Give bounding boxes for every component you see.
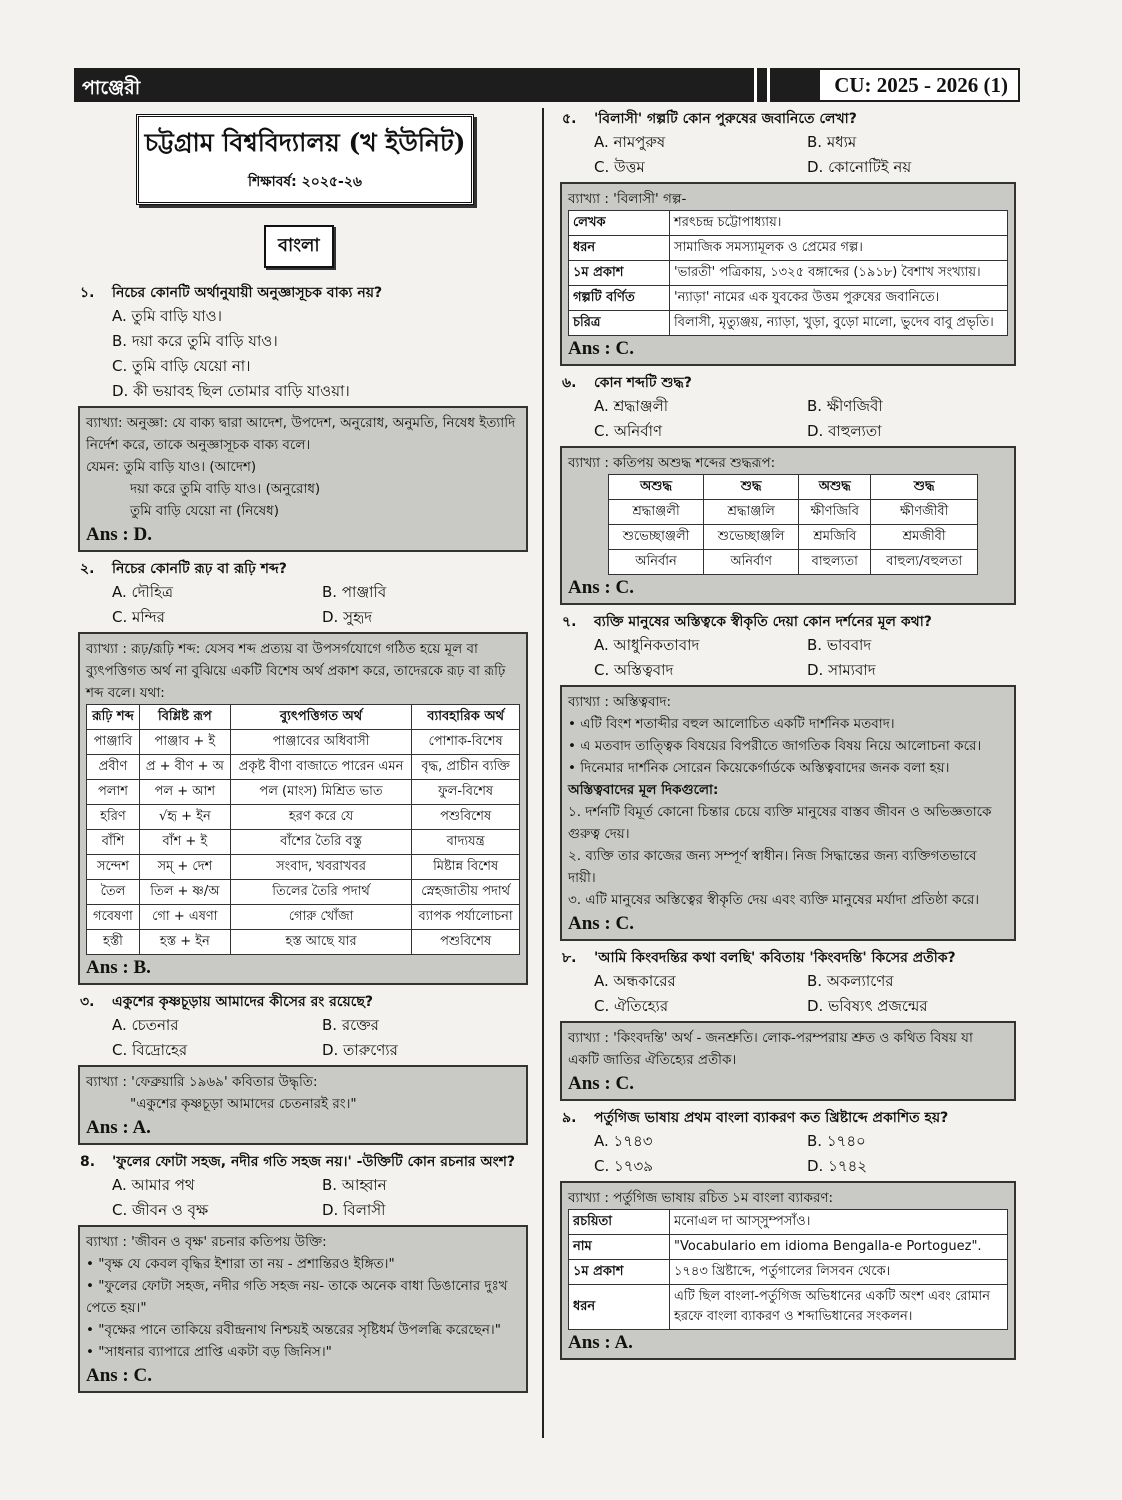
table-row — [569, 1235, 1008, 1260]
table-row — [569, 1285, 1008, 1330]
explanation-box — [560, 182, 1016, 366]
spelling-table — [608, 474, 978, 575]
answer-label: Ans : D. — [86, 524, 152, 545]
table-cell: 'ভারতী' পত্রিকায়, ১৩২৫ বঙ্গাব্দের (১৯১৮) বৈশাখ সংখ্যায়। — [670, 261, 1008, 286]
table-cell: শ্রমজিবি — [799, 525, 871, 550]
table-header: রূঢ়ি শব্দ — [87, 705, 140, 730]
table-cell: সন্দেশ — [87, 855, 140, 880]
rudhi-word-table — [86, 704, 520, 955]
table-cell: সংবাদ, খবরাখবর — [230, 855, 411, 880]
table-cell: বাহুল্য/বহুলতা — [871, 550, 978, 575]
question-number: ৩. — [80, 994, 95, 1010]
option-d: D. ১৭৪২ — [807, 1157, 868, 1175]
question-text: নিচের কোনটি রূঢ় বা রূঢ়ি শব্দ? — [112, 561, 287, 577]
option-b: B. ভাববাদ — [807, 636, 872, 654]
question-text: 'বিলাসী' গল্পটি কোন পুরুষের জবানিতে লেখা? — [594, 111, 857, 127]
table-cell: এটি ছিল বাংলা-পর্তুগিজ অভিধানের একটি অংশ এবং রোমান হরফে বাংলা ব্যাকরণ ও শব্দাভিধানের সংকলন। — [670, 1285, 1008, 1330]
question-8 — [556, 947, 1020, 1101]
table-cell: শ্রদ্ধাঞ্জলি — [704, 500, 799, 525]
question-1 — [74, 282, 532, 552]
question-text: নিচের কোনটি অর্থানুযায়ী অনুজ্ঞাসূচক বাক্য নয়? — [112, 285, 383, 301]
table-cell: পশুবিশেষ — [412, 805, 520, 830]
option-d: D. কোনোটিই নয় — [807, 158, 912, 176]
option-a: A. তুমি বাড়ি যাও। — [112, 307, 223, 325]
explanation-line: ব্যাখ্যা : অস্তিত্ববাদ: — [568, 694, 672, 710]
answer-label: Ans : A. — [568, 1332, 633, 1353]
table-cell: অনির্বাণ — [704, 550, 799, 575]
grammar-info-table — [568, 1209, 1008, 1330]
explanation-line: ব্যাখ্যা : কতিপয় অশুদ্ধ শব্দের শুদ্ধরূপ: — [568, 455, 776, 471]
question-7 — [556, 611, 1020, 941]
option-c: C. মন্দির — [112, 608, 165, 626]
subject-label: বাংলা — [264, 225, 334, 268]
option-c: C. ১৭৩৯ — [594, 1157, 653, 1175]
table-cell: পশুবিশেষ — [412, 930, 520, 955]
explanation-box — [560, 1181, 1016, 1360]
table-cell: চরিত্র — [569, 311, 670, 336]
explanation-line: ব্যাখ্যা : 'জীবন ও বৃক্ষ' রচনার কতিপয় উক্তি: — [86, 1234, 327, 1250]
table-cell: নাম — [569, 1235, 670, 1260]
table-cell: বাদ্যযন্ত্র — [412, 830, 520, 855]
table-cell: গো + এষণা — [139, 905, 230, 930]
answer-label: Ans : A. — [86, 1117, 151, 1138]
session-label: শিক্ষাবর্ষ: ২০২৫-২৬ — [247, 174, 363, 190]
question-number: ৬. — [562, 375, 577, 391]
option-d: D. বিলাসী — [322, 1201, 386, 1219]
question-number: ২. — [80, 561, 95, 577]
option-a: A. দৌহিত্র — [112, 583, 173, 601]
table-row — [87, 805, 520, 830]
table-cell: পল (মাংস) মিশ্রিত ভাত — [230, 780, 411, 805]
answer-label: Ans : C. — [568, 1073, 634, 1094]
explanation-line: ব্যাখ্যা : 'ফেব্রুয়ারি ১৯৬৯' কবিতার উদ্ধৃতি: — [86, 1074, 318, 1090]
explanation-line: দয়া করে তুমি বাড়ি যাও। (অনুরোধ) — [130, 481, 321, 497]
table-cell: পাঞ্জাবি — [87, 730, 140, 755]
question-text: 'আমি কিংবদন্তির কথা বলছি' কবিতায় 'কিংবদন্তি' কিসের প্রতীক? — [594, 950, 956, 966]
table-cell: সম্ + দেশ — [139, 855, 230, 880]
table-cell: শরৎচন্দ্র চট্টোপাধ্যায়। — [670, 211, 1008, 236]
table-row — [609, 550, 978, 575]
table-cell: তৈল — [87, 880, 140, 905]
option-a: A. আমার পথ — [112, 1176, 195, 1194]
option-d: D. সুহৃদ — [322, 608, 373, 626]
table-cell: তিলের তৈরি পদার্থ — [230, 880, 411, 905]
table-cell: স্নেহজাতীয় পদার্থ — [412, 880, 520, 905]
table-row — [569, 1260, 1008, 1285]
explanation-line: "একুশের কৃষ্ণচূড়া আমাদের চেতনারই রং।" — [130, 1096, 357, 1112]
table-header: বিশ্লিষ্ট রূপ — [139, 705, 230, 730]
table-cell: ১৭৪৩ খ্রিষ্টাব্দে, পর্তুগালের লিসবন থেকে। — [670, 1260, 1008, 1285]
table-cell: মিষ্টান্ন বিশেষ — [412, 855, 520, 880]
table-cell: গবেষণা — [87, 905, 140, 930]
table-cell: ধরন — [569, 1285, 670, 1330]
table-cell: বাঁশের তৈরি বস্তু — [230, 830, 411, 855]
table-cell: বৃদ্ধ, প্রাচীন ব্যক্তি — [412, 755, 520, 780]
table-cell: পলাশ — [87, 780, 140, 805]
table-row — [569, 1210, 1008, 1235]
explanation-line: ব্যাখ্যা : রূঢ়/রূঢ়ি শব্দ: যেসব শব্দ প্রত্যয় বা উপসর্গযোগে গঠিত হয়ে মূল বা ব্যুৎপত্তিগত অর্থ না বুঝিয়ে একটি বিশেষ অর্থ প্রকাশ করে, তাদেরকে রূঢ় বা রূঢ়ি শব্দ বলে। যথা: — [86, 641, 506, 701]
table-row — [87, 905, 520, 930]
table-row — [87, 730, 520, 755]
title-box — [136, 114, 474, 205]
explanation-line: ব্যাখ্যা : পর্তুগিজ ভাষায় রচিত ১ম বাংলা ব্যাকরণ: — [568, 1190, 834, 1206]
table-row — [87, 930, 520, 955]
option-c: C. উত্তম — [594, 158, 645, 176]
explanation-line: • "বৃক্ষের পানে তাকিয়ে রবীন্দ্রনাথ নিশ্চয়ই অন্তরের সৃষ্টিধর্ম উপলব্ধি করেছেন।" — [86, 1322, 501, 1338]
option-a: A. চেতনার — [112, 1016, 179, 1034]
right-column — [556, 108, 1020, 1364]
explanation-line: • "বৃক্ষ যে কেবল বৃদ্ধির ইশারা তা নয় - প্রশান্তিরও ইঙ্গিত।" — [86, 1256, 395, 1272]
table-cell: ধরন — [569, 236, 670, 261]
explanation-line: • "ফুলের ফোটা সহজ, নদীর গতি সহজ নয়- তাকে অনেক বাধা ডিঙানোর দুঃখ পেতে হয়।" — [86, 1278, 508, 1316]
table-cell: অনির্বান — [609, 550, 704, 575]
table-row — [87, 880, 520, 905]
question-5 — [556, 108, 1020, 366]
table-row — [87, 855, 520, 880]
table-header: অশুদ্ধ — [609, 475, 704, 500]
table-cell: মনোএল দা আস্সুম্পসাঁও। — [670, 1210, 1008, 1235]
option-a: A. নামপুরুষ — [594, 133, 666, 151]
exam-code: CU: 2025 - 2026 (1) — [818, 68, 1020, 102]
table-cell: হস্ত আছে যার — [230, 930, 411, 955]
table-row — [569, 286, 1008, 311]
option-d: D. ভবিষ্যৎ প্রজন্মের — [807, 997, 928, 1015]
table-header: অশুদ্ধ — [799, 475, 871, 500]
explanation-line: • এটি বিংশ শতাব্দীর বহুল আলোচিত একটি দার্শনিক মতবাদ। — [568, 716, 895, 732]
table-cell: গল্পটি বর্ণিত — [569, 286, 670, 311]
table-cell: সামাজিক সমস্যামূলক ও প্রেমের গল্প। — [670, 236, 1008, 261]
table-row — [609, 525, 978, 550]
option-d: D. কী ভয়াবহ ছিল তোমার বাড়ি যাওয়া। — [112, 382, 350, 400]
explanation-line: ২. ব্যক্তি তার কাজের জন্য সম্পূর্ণ স্বাধীন। নিজ সিদ্ধান্তের জন্য ব্যক্তিগতভাবে দায়ী। — [568, 848, 977, 886]
option-c: C. ঐতিহ্যের — [594, 997, 669, 1015]
question-2 — [74, 558, 532, 985]
page-header — [74, 68, 1020, 102]
table-cell: ১ম প্রকাশ — [569, 1260, 670, 1285]
table-cell: বাঁশ + ই — [139, 830, 230, 855]
table-row — [87, 755, 520, 780]
question-number: ৯. — [562, 1110, 577, 1126]
question-number: ৮. — [562, 950, 577, 966]
table-cell: লেখক — [569, 211, 670, 236]
explanation-line: ৩. এটি মানুষের অস্তিত্বের স্বীকৃতি দেয় এবং ব্যক্তি মানুষের মর্যাদা প্রতিষ্ঠা করে। — [568, 892, 980, 908]
option-a: A. ১৭৪৩ — [594, 1132, 653, 1150]
answer-label: Ans : C. — [568, 913, 634, 934]
table-cell: প্রবীণ — [87, 755, 140, 780]
table-cell: শ্রমজীবী — [871, 525, 978, 550]
table-cell: শ্রদ্ধাঞ্জলী — [609, 500, 704, 525]
table-cell: প্রকৃষ্ট বীণা বাজাতে পারেন এমন — [230, 755, 411, 780]
table-header: ব্যাবহারিক অর্থ — [412, 705, 520, 730]
option-d: D. তারুণ্যের — [322, 1041, 398, 1059]
table-header: ব্যুৎপত্তিগত অর্থ — [230, 705, 411, 730]
question-number: ১. — [80, 285, 95, 301]
explanation-box — [78, 406, 528, 552]
table-cell: ফুল-বিশেষ — [412, 780, 520, 805]
option-b: B. দয়া করে তুমি বাড়ি যাও। — [112, 332, 278, 350]
option-a: A. শ্রদ্ধাঞ্জলী — [594, 397, 669, 415]
question-number: 8. — [80, 1154, 96, 1170]
table-row — [87, 830, 520, 855]
answer-label: Ans : B. — [86, 957, 151, 978]
option-c: C. অস্তিত্ববাদ — [594, 661, 674, 679]
column-divider — [542, 108, 544, 1438]
table-cell: ক্ষীণজীবী — [871, 500, 978, 525]
explanation-line: ১. দর্শনটি বিমূর্ত কোনো চিন্তার চেয়ে ব্যক্তি মানুষের বাস্তব জীবন ও অভিজ্ঞতাকে গুরুত্ব দেয়। — [568, 804, 992, 842]
table-cell: 'ন্যাড়া' নামের এক যুবকের উত্তম পুরুষের জবানিতে। — [670, 286, 1008, 311]
explanation-line: • দিনেমার দার্শনিক সোরেন কিয়েকের্গার্ডকে অস্তিত্ববাদের জনক বলা হয়। — [568, 760, 950, 776]
option-b: B. পাঞ্জাবি — [322, 583, 387, 601]
answer-label: Ans : C. — [568, 338, 634, 359]
option-a: A. আধুনিকতাবাদ — [594, 636, 700, 654]
option-c: C. তুমি বাড়ি যেয়ো না। — [112, 357, 251, 375]
question-number: ৫. — [562, 111, 577, 127]
table-cell: ক্ষীণজিবি — [799, 500, 871, 525]
question-9 — [556, 1107, 1020, 1360]
table-row — [569, 261, 1008, 286]
table-cell: ১ম প্রকাশ — [569, 261, 670, 286]
answer-label: Ans : C. — [568, 577, 634, 598]
explanation-line: ব্যাখ্যা : 'বিলাসী' গল্প- — [568, 191, 687, 207]
option-a: A. অন্ধকারের — [594, 972, 676, 990]
page-title: চট্টগ্রাম বিশ্ববিদ্যালয় (খ ইউনিট) — [144, 128, 466, 157]
answer-label: Ans : C. — [86, 1365, 152, 1386]
explanation-line: • "সাধনার ব্যাপারে প্রাপ্তি একটা বড় জিনিস।" — [86, 1344, 332, 1360]
table-cell: গোরু খোঁজা — [230, 905, 411, 930]
table-cell: শুভেচ্ছাঞ্জলী — [609, 525, 704, 550]
table-cell: রচয়িতা — [569, 1210, 670, 1235]
question-number: ৭. — [562, 614, 577, 630]
option-b: B. ১৭৪০ — [807, 1132, 866, 1150]
table-cell: পাঞ্জাব + ই — [139, 730, 230, 755]
explanation-line: অস্তিত্ববাদের মূল দিকগুলো: — [568, 782, 719, 798]
bilashi-info-table — [568, 210, 1008, 336]
explanation-line: যেমন: তুমি বাড়ি যাও। (আদেশ) — [86, 459, 257, 475]
option-c: C. জীবন ও বৃক্ষ — [112, 1201, 209, 1219]
explanation-box — [78, 1225, 528, 1393]
table-cell: প্র + বীণ + অ — [139, 755, 230, 780]
option-b: B. অকল্যাণের — [807, 972, 894, 990]
header-divider-bars — [754, 68, 770, 102]
option-c: C. অনির্বাণ — [594, 422, 663, 440]
option-b: B. মধ্যম — [807, 133, 857, 151]
table-cell: "Vocabulario em idioma Bengalla-e Portoguez". — [670, 1235, 1008, 1260]
explanation-line: ব্যাখ্যা: অনুজ্ঞা: যে বাক্য দ্বারা আদেশ, উপদেশ, অনুরোধ, অনুমতি, নিষেধ ইত্যাদি নির্দেশ করে, তাকে অনুজ্ঞাসূচক বাক্য বলে। — [86, 415, 516, 453]
table-cell: পাঞ্জাবের অধিবাসী — [230, 730, 411, 755]
question-3 — [74, 991, 532, 1145]
table-row — [569, 236, 1008, 261]
explanation-box — [560, 685, 1016, 941]
explanation-line: • এ মতবাদ তাত্ত্বিক বিষয়ের বিপরীতে জাগতিক বিষয় নিয়ে আলোচনা করে। — [568, 738, 982, 754]
option-c: C. বিদ্রোহের — [112, 1041, 188, 1059]
table-row — [569, 211, 1008, 236]
table-row — [609, 500, 978, 525]
explanation-box — [78, 1065, 528, 1145]
publisher-brand: পাঞ্জেরী — [82, 77, 141, 99]
question-text: পর্তুগিজ ভাষায় প্রথম বাংলা ব্যাকরণ কত খ্রিষ্টাব্দে প্রকাশিত হয়? — [594, 1110, 949, 1126]
table-cell: পোশাক-বিশেষ — [412, 730, 520, 755]
table-cell: বিলাসী, মৃত্যুঞ্জয়, ন্যাড়া, খুড়া, বুড়ো মালো, ভুদেব বাবু প্রভৃতি। — [670, 311, 1008, 336]
option-b: B. আহ্বান — [322, 1176, 387, 1194]
question-6 — [556, 372, 1020, 605]
table-cell: শুভেচ্ছাঞ্জলি — [704, 525, 799, 550]
explanation-box — [78, 632, 528, 985]
table-cell: বাহুল্যতা — [799, 550, 871, 575]
explanation-box — [560, 446, 1016, 605]
explanation-box — [560, 1021, 1016, 1101]
question-text: একুশের কৃষ্ণচূড়ায় আমাদের কীসের রং রয়েছে? — [112, 994, 373, 1010]
left-column — [74, 108, 532, 1397]
table-cell: বাঁশি — [87, 830, 140, 855]
question-text: 'ফুলের ফোটা সহজ, নদীর গতি সহজ নয়।' -উক্তিটি কোন রচনার অংশ? — [112, 1154, 516, 1170]
table-header: শুদ্ধ — [704, 475, 799, 500]
table-cell: √হৃ + ইন — [139, 805, 230, 830]
table-cell: হরিণ — [87, 805, 140, 830]
option-d: D. বাহুল্যতা — [807, 422, 882, 440]
question-text: কোন শব্দটি শুদ্ধ? — [594, 375, 692, 391]
question-text: ব্যক্তি মানুষের অস্তিত্বকে স্বীকৃতি দেয়া কোন দর্শনের মূল কথা? — [594, 614, 932, 630]
table-row — [87, 780, 520, 805]
option-b: B. রক্তের — [322, 1016, 379, 1034]
table-header: শুদ্ধ — [871, 475, 978, 500]
table-cell: হরণ করে যে — [230, 805, 411, 830]
table-cell: হস্ত + ইন — [139, 930, 230, 955]
table-cell: হস্তী — [87, 930, 140, 955]
option-b: B. ক্ষীণজিবী — [807, 397, 883, 415]
explanation-line: ব্যাখ্যা : 'কিংবদন্তি' অর্থ - জনশ্রুতি। লোক-পরম্পরায় শ্রুত ও কথিত বিষয় যা একটি জাতির ঐতিহ্যের প্রতীক। — [568, 1030, 973, 1068]
table-cell: তিল + ষ্ণ/অ — [139, 880, 230, 905]
option-d: D. সাম্যবাদ — [807, 661, 876, 679]
explanation-line: তুমি বাড়ি যেয়ো না (নিষেধ) — [130, 503, 279, 519]
table-row — [569, 311, 1008, 336]
table-cell: পল + আশ — [139, 780, 230, 805]
question-4 — [74, 1151, 532, 1393]
table-cell: ব্যাপক পর্যালোচনা — [412, 905, 520, 930]
